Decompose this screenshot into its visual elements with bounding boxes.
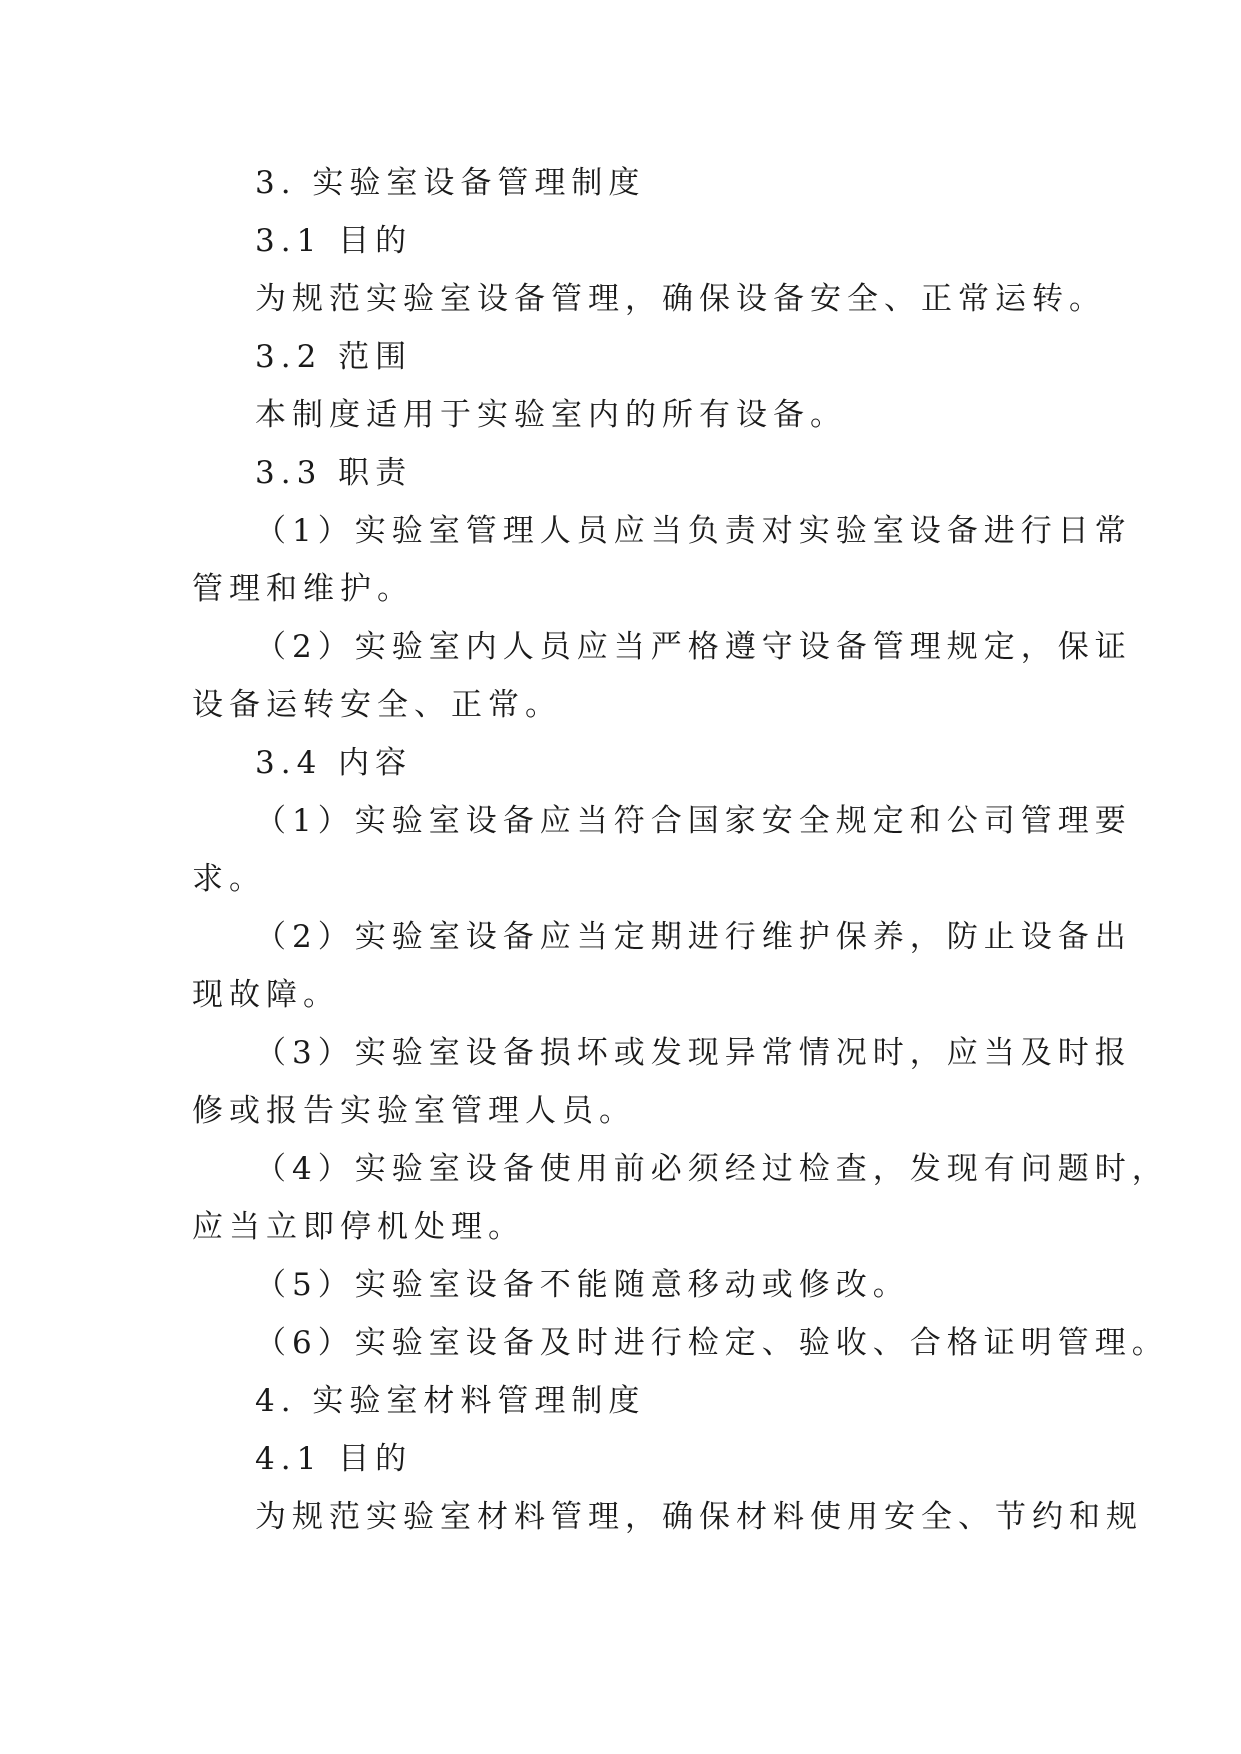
paragraph-line: 为规范实验室设备管理，确保设备安全、正常运转。 — [255, 281, 1106, 317]
list-item-line: （5）实验室设备不能随意移动或修改。 — [255, 1267, 910, 1303]
list-item-line: （2）实验室内人员应当严格遵守设备管理规定，保证 — [255, 629, 1132, 665]
subsection-heading-3-2: 3.2 范围 — [255, 339, 413, 375]
list-item-continuation: 现故障。 — [192, 977, 340, 1013]
list-item-line: （3）实验室设备损坏或发现异常情况时，应当及时报 — [255, 1035, 1132, 1071]
list-item-continuation: 求。 — [192, 861, 266, 897]
list-item-line: （1）实验室设备应当符合国家安全规定和公司管理要 — [255, 803, 1132, 839]
list-item-continuation: 设备运转安全、正常。 — [192, 687, 562, 723]
subsection-heading-3-3: 3.3 职责 — [255, 455, 413, 491]
list-item-continuation: 管理和维护。 — [192, 571, 414, 607]
list-item-continuation: 修或报告实验室管理人员。 — [192, 1093, 636, 1129]
subsection-heading-4-1: 4.1 目的 — [255, 1441, 413, 1477]
paragraph-line: 为规范实验室材料管理，确保材料使用安全、节约和规 — [255, 1499, 1143, 1535]
list-item-line: （4）实验室设备使用前必须经过检查，发现有问题时， — [255, 1151, 1169, 1187]
list-item-line: （6）实验室设备及时进行检定、验收、合格证明管理。 — [255, 1325, 1169, 1361]
subsection-heading-3-4: 3.4 内容 — [255, 745, 413, 781]
paragraph-line: 本制度适用于实验室内的所有设备。 — [255, 397, 847, 433]
subsection-heading-3-1: 3.1 目的 — [255, 223, 413, 259]
list-item-line: （2）实验室设备应当定期进行维护保养，防止设备出 — [255, 919, 1132, 955]
section-heading-4: 4. 实验室材料管理制度 — [255, 1383, 646, 1419]
list-item-continuation: 应当立即停机处理。 — [192, 1209, 525, 1245]
section-heading-3: 3. 实验室设备管理制度 — [255, 165, 646, 201]
list-item-line: （1）实验室管理人员应当负责对实验室设备进行日常 — [255, 513, 1132, 549]
